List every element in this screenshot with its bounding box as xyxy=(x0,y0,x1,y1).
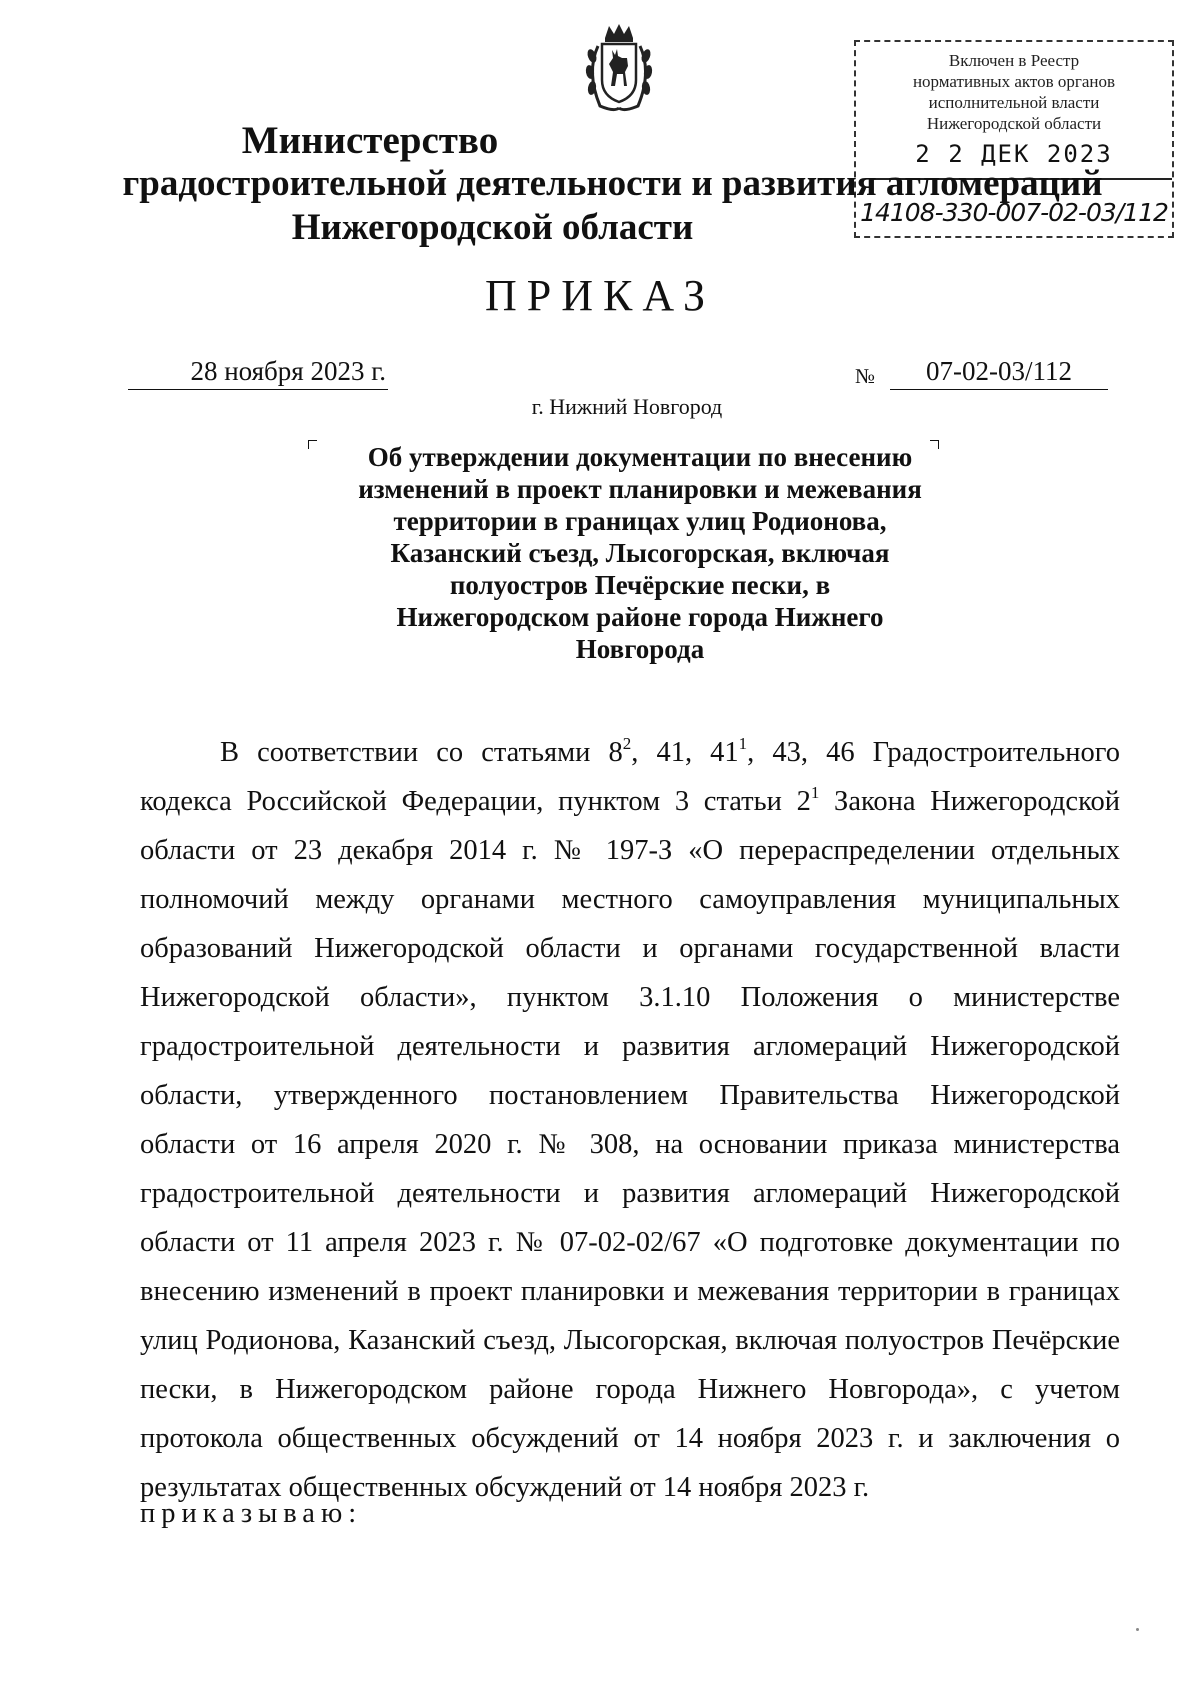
superscript: 1 xyxy=(738,734,748,753)
body-text: Закона Нижегородской области от 23 декабря 2014 г. № 197-З «О перераспределении отдельных полномочий между органами местного самоуправления муниципальных образований Нижегородской области и органами государственной власти Нижегородской области», пунктом 3.1.10 Положения о министерстве градостроительной деятельности и развития агломераций Нижегородской области, утвержденного постановлением Правительства Нижегородской области от 16 апреля 2020 г. № 308, на основании приказа министерства градостроительной деятельности и развития агломераций Нижегородской области от 11 апреля 2023 г. № 07-02-02/67 «О подготовке документации по внесению изменений в проект планировки и межевания территории в границах улиц Родионова, Казанский съезд, Лысогорская, включая полуостров Печёрские пески, в Нижегородском районе города Нижнего Новгорода», с учетом протокола общественных обсуждений от 14 ноября 2023 г. и заключения о результатах общественных обсуждений от 14 ноября 2023 г. xyxy=(140,786,1120,1503)
ministry-name-line-1: Министерство xyxy=(241,119,499,162)
body-paragraph xyxy=(140,728,1120,1512)
nizhny-novgorod-coat-of-arms-icon xyxy=(578,22,660,114)
stamp-line: нормативных актов органов xyxy=(912,72,1116,91)
stamp-date: 2 2 ДЕК 2023 xyxy=(915,140,1113,168)
document-number: 07-02-03/112 xyxy=(890,356,1108,390)
ministry-name-line-2: градостроительной деятельности и развития агломераций xyxy=(122,163,1103,204)
scan-speck xyxy=(1136,1628,1139,1631)
order-word: приказываю: xyxy=(140,1498,363,1529)
registry-stamp xyxy=(854,40,1174,238)
number-sign: № xyxy=(855,364,876,388)
superscript: 1 xyxy=(810,783,820,802)
title-bracket-left xyxy=(308,440,317,449)
document-body xyxy=(140,728,1120,1512)
stamp-registration-number: 14108-330-007-02-03/112 xyxy=(860,198,1168,227)
document-city: г. Нижний Новгород xyxy=(531,394,723,419)
title-line: Нижегородском районе города Нижнего xyxy=(396,602,884,632)
body-text: , 41, 41 xyxy=(631,737,739,768)
stamp-line: Нижегородской области xyxy=(926,114,1102,133)
document-title xyxy=(330,441,950,665)
body-text: , 43, 46 Градостроительного кодекса Российской Федерации, пунктом 3 статьи 2 xyxy=(140,737,1120,817)
title-line: территории в границах улиц Родионова, xyxy=(393,506,887,536)
title-line: Новгорода xyxy=(575,634,705,664)
coat-of-arms-emblem xyxy=(578,22,660,114)
ministry-name-line-3: Нижегородской области xyxy=(291,207,694,248)
title-line: изменений в проект планировки и межевания xyxy=(358,474,922,504)
title-line: полуостров Печёрские пески, в xyxy=(449,570,831,600)
document-date: 28 ноября 2023 г. xyxy=(128,356,388,390)
stamp-line: Включен в Реестр xyxy=(948,51,1080,70)
document-type: ПРИКАЗ xyxy=(484,271,716,320)
title-line: Казанский съезд, Лысогорская, включая xyxy=(390,538,890,568)
stamp-line: исполнительной власти xyxy=(928,93,1100,112)
stamp-text xyxy=(856,50,1172,134)
title-line: Об утверждении документации по внесению xyxy=(367,442,913,472)
superscript: 2 xyxy=(622,734,632,753)
body-text: В соответствии со статьями 8 xyxy=(220,737,623,768)
